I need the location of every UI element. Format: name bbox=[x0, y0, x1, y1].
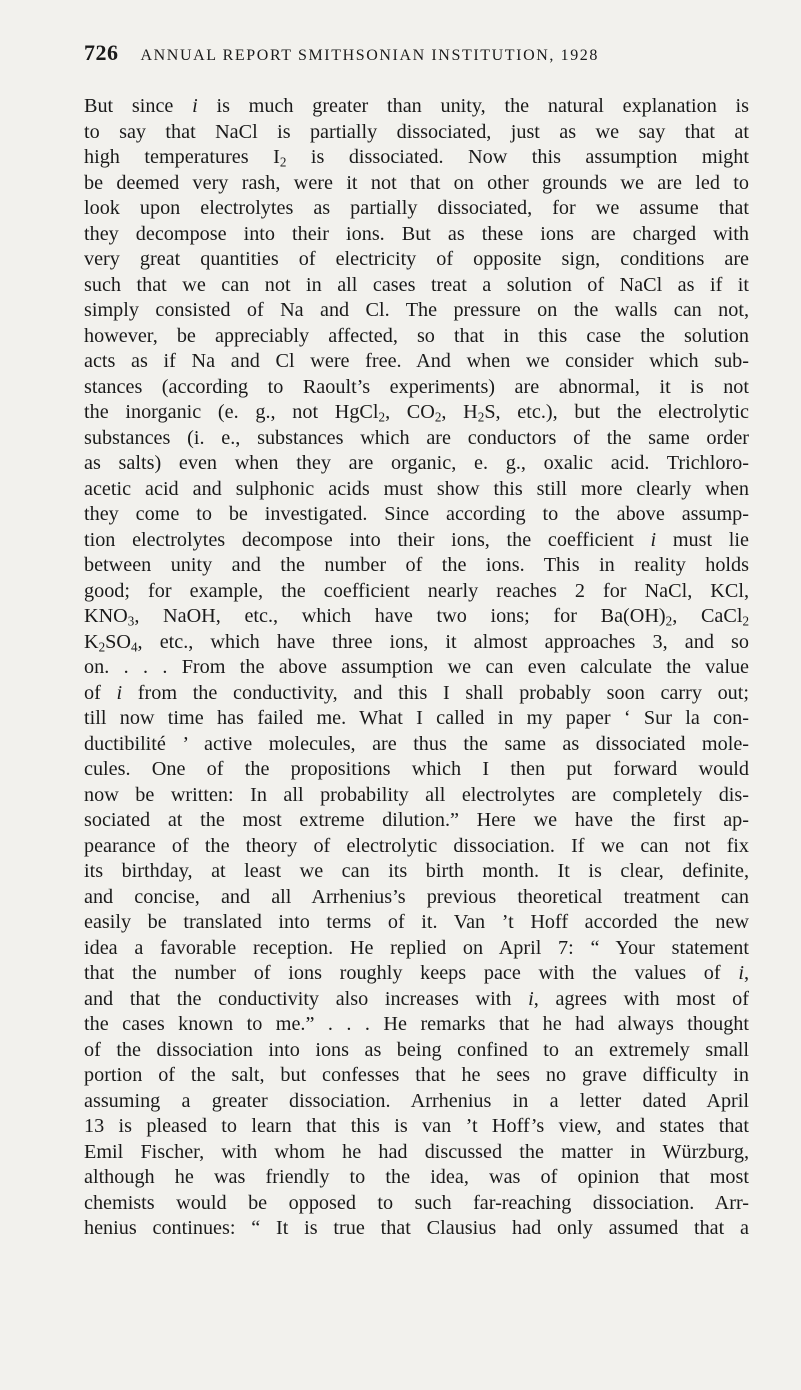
text-line: be deemed very rash, were it not that on other grounds we are led to bbox=[84, 171, 749, 194]
text-line: easily be translated into terms of it. Van ’t Hoff accorded the new bbox=[84, 911, 749, 933]
text-line: high temperatures $I_2$ is dissociated. Now this assumption might bbox=[84, 146, 749, 170]
text-line: simply consisted of Na and Cl. The pressure on the walls can not, bbox=[84, 299, 749, 321]
text-line: look upon electrolytes as partially dissociated, for we assume that bbox=[84, 197, 749, 219]
text-line: and that the conductivity also increases with i, agrees with most of bbox=[84, 987, 750, 1010]
page-number: 726 bbox=[84, 40, 119, 65]
text-line: till now time has failed me. What I called in my paper ‘ Sur la con- bbox=[84, 707, 749, 729]
text-line: very great quantities of electricity of opposite sign, conditions are bbox=[84, 248, 749, 270]
text-line: good; for example, the coefficient nearly reaches 2 for NaCl, KCl, bbox=[84, 579, 749, 602]
page bbox=[84, 40, 749, 1242]
text-line: however, be appreciably affected, so that in this case the solution bbox=[84, 324, 749, 347]
text-line: they decompose into their ions. But as these ions are charged with bbox=[84, 222, 749, 245]
text-line: $KNO_3$, NaOH, etc., which have two ions; for $Ba(OH)_2$, CaCl$_2$ bbox=[84, 605, 749, 629]
text-line: idea a favorable reception. He replied on April 7: “ Your statement bbox=[84, 936, 749, 959]
body-text bbox=[84, 94, 749, 1242]
text-line: its birthday, at least we can its birth month. It is clear, definite, bbox=[84, 860, 749, 882]
text-line: they come to be investigated. Since according to the above assump- bbox=[84, 503, 749, 525]
text-line: the inorganic (e. g., not HgCl$_2$, $CO_2$, $H_2S$, etc.), but the electrolytic bbox=[84, 401, 749, 425]
text-line: although he was friendly to the idea, was of opinion that most bbox=[84, 1166, 749, 1188]
text-line: of i from the conductivity, and this I shall probably soon carry out; bbox=[84, 681, 749, 704]
text-line: now be written: In all probability all electrolytes are completely dis- bbox=[84, 783, 749, 806]
text-line: substances (i. e., substances which are conductors of the same order bbox=[84, 426, 749, 449]
text-line: portion of the salt, but confesses that he sees no grave difficulty in bbox=[84, 1064, 749, 1086]
text-line: sociated at the most extreme dilution.” Here we have the first ap- bbox=[84, 809, 749, 831]
text-line: cules. One of the propositions which I then put forward would bbox=[84, 758, 749, 780]
text-line: pearance of the theory of electrolytic dissociation. If we can not fix bbox=[84, 834, 749, 857]
text-line: of the dissociation into ions as being confined to an extremely small bbox=[84, 1038, 749, 1061]
text-line: henius continues: “ It is true that Clausius had only assumed that a bbox=[84, 1217, 749, 1239]
text-line: But since i is much greater than unity, the natural explanation is bbox=[84, 95, 750, 117]
page-header bbox=[84, 40, 749, 80]
text-line: the cases known to me.” . . . He remarks that he had always thought bbox=[84, 1013, 749, 1035]
text-line: assuming a greater dissociation. Arrhenius in a letter dated April bbox=[84, 1089, 749, 1112]
text-line: tion electrolytes decompose into their ions, the coefficient i must lie bbox=[84, 528, 749, 551]
text-line: $K_2SO_4$, etc., which have three ions, it almost approaches 3, and so bbox=[84, 630, 749, 654]
text-line: chemists would be opposed to such far-reaching dissociation. Arr- bbox=[84, 1191, 749, 1214]
text-line: 13 is pleased to learn that this is van ’t Hoff’s view, and states that bbox=[84, 1115, 749, 1137]
text-line: between unity and the number of the ions. This in reality holds bbox=[84, 554, 749, 576]
text-line: Emil Fischer, with whom he had discussed the matter in Würzburg, bbox=[84, 1140, 749, 1163]
text-line: and concise, and all Arrhenius’s previous theoretical treatment can bbox=[84, 885, 749, 908]
text-line: that the number of ions roughly keeps pace with the values of i, bbox=[84, 962, 749, 984]
running-title: ANNUAL REPORT SMITHSONIAN INSTITUTION, 1928 bbox=[140, 47, 599, 64]
text-line: such that we can not in all cases treat a solution of NaCl as if it bbox=[84, 273, 749, 296]
text-line: ductibilité ’ active molecules, are thus the same as dissociated mole- bbox=[84, 732, 749, 755]
text-line: on. . . . From the above assumption we can even calculate the value bbox=[84, 656, 749, 678]
text-line: as salts) even when they are organic, e. g., oxalic acid. Trichloro- bbox=[84, 452, 749, 474]
text-line: acetic acid and sulphonic acids must show this still more clearly when bbox=[84, 477, 749, 500]
text-line: to say that NaCl is partially dissociated, just as we say that at bbox=[84, 120, 749, 143]
text-line: stances (according to Raoult’s experiments) are abnormal, it is not bbox=[84, 375, 749, 398]
text-line: acts as if Na and Cl were free. And when we consider which sub- bbox=[84, 350, 749, 372]
